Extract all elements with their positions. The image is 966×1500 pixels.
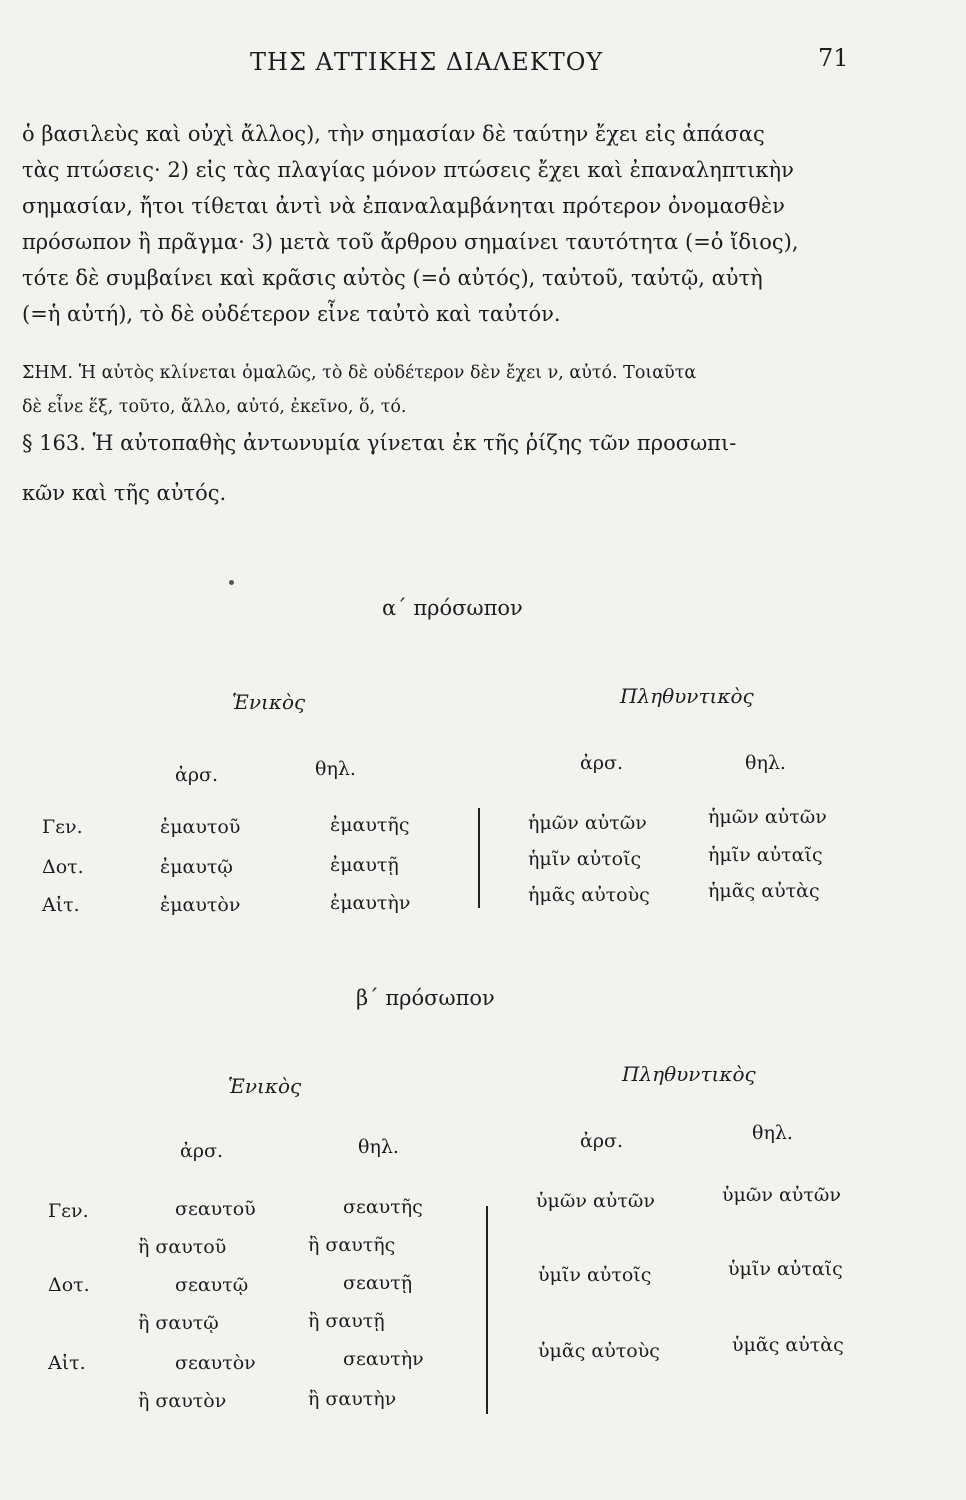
first-sg-fem-form: ἐμαυτὴν: [330, 892, 411, 914]
section-line: κῶν καὶ τῆς αὐτός.: [22, 481, 227, 505]
second-sg-masc-label: ἀρσ.: [180, 1140, 224, 1162]
intro-line: τὰς πτώσεις· 2) εἰς τὰς πλαγίας μόνον πτώσεις ἔχει καὶ ἐπαναληπτικὴν: [22, 158, 794, 182]
second-pl-fem-form: ὑμῖν αὐταῖς: [728, 1258, 843, 1280]
second-sg-masc-alt-form: ἢ σαυτοῦ: [138, 1236, 227, 1258]
second-table-divider: [486, 1206, 488, 1414]
intro-line: πρόσωπον ἢ πρᾶγμα· 3) μετὰ τοῦ ἄρθρου σημαίνει ταυτότητα (=ὁ ἴδιος),: [22, 230, 799, 254]
intro-line: ὁ βασιλεὺς καὶ οὐχὶ ἄλλος), τὴν σημασίαν δὲ ταύτην ἔχει εἰς ἁπάσας: [22, 122, 765, 146]
intro-line: τότε δὲ συμβαίνει καὶ κρᾶσις αὐτὸς (=ὁ αὐτός), ταὐτοῦ, ταὐτῷ, αὐτὴ: [22, 266, 763, 290]
page-number: 71: [818, 44, 849, 72]
second-pl-masc-form: ὑμῶν αὐτῶν: [536, 1190, 655, 1212]
second-sg-masc-form: σεαυτῷ: [175, 1274, 249, 1296]
second-sg-fem-form: σεαυτῇ: [343, 1272, 413, 1294]
intro-line: σημασίαν, ἤτοι τίθεται ἀντὶ νὰ ἐπαναλαμβάνηται πρότερον ὀνομασθὲν: [22, 194, 785, 218]
second-person-heading: β΄ πρόσωπον: [356, 986, 495, 1010]
second-plural-label: Πληθυντικὸς: [622, 1062, 756, 1086]
second-pl-fem-label: θηλ.: [752, 1122, 793, 1144]
first-pl-fem-form: ἡμῖν αὐταῖς: [708, 844, 823, 866]
section-163: [22, 418, 882, 518]
second-case-label: Δοτ.: [48, 1274, 90, 1296]
second-sg-fem-label: θηλ.: [358, 1136, 399, 1158]
first-case-label: Δοτ.: [42, 856, 84, 878]
first-case-label: Γεν.: [42, 816, 83, 838]
first-case-label: Αἰτ.: [42, 894, 80, 916]
second-pl-masc-label: ἀρσ.: [580, 1130, 624, 1152]
second-sg-masc-form: σεαυτὸν: [175, 1352, 256, 1374]
first-pl-masc-form: ἡμῶν αὐτῶν: [528, 812, 647, 834]
first-pl-fem-form: ἡμᾶς αὐτὰς: [708, 880, 820, 902]
second-sg-fem-form: σεαυτὴν: [343, 1348, 424, 1370]
first-pl-masc-label: ἀρσ.: [580, 752, 624, 774]
second-pl-masc-form: ὑμῖν αὐτοῖς: [538, 1264, 652, 1286]
first-sg-masc-form: ἐμαυτὸν: [160, 894, 241, 916]
first-sg-fem-form: ἐμαυτῆς: [330, 814, 410, 836]
second-sg-fem-alt-form: ἢ σαυτὴν: [308, 1388, 397, 1410]
first-sg-masc-form: ἐμαυτοῦ: [160, 816, 241, 838]
second-pl-masc-form: ὑμᾶς αὐτοὺς: [538, 1340, 660, 1362]
first-table-divider: [478, 808, 480, 908]
second-case-label: Αἰτ.: [48, 1352, 86, 1374]
second-pl-fem-form: ὑμῶν αὐτῶν: [722, 1184, 841, 1206]
section-line: § 163. Ἡ αὐτοπαθὴς ἀντωνυμία γίνεται ἐκ τῆς ῥίζης τῶν προσωπι-: [22, 431, 737, 455]
second-sg-masc-alt-form: ἢ σαυτὸν: [138, 1390, 227, 1412]
print-speck: [229, 580, 234, 585]
second-sg-masc-form: σεαυτοῦ: [175, 1198, 256, 1220]
first-pl-masc-form: ἡμῖν αὐτοῖς: [528, 848, 642, 870]
second-case-label: Γεν.: [48, 1200, 89, 1222]
running-head: ΤΗΣ ΑΤΤΙΚΗΣ ΔΙΑΛΕΚΤΟΥ: [250, 48, 604, 76]
first-person-heading: α΄ πρόσωπον: [382, 596, 523, 620]
note-line: ΣΗΜ. Ἡ αὐτὸς κλίνεται ὁμαλῶς, τὸ δὲ οὐδέτερον δὲν ἔχει ν, αὐτό. Τοιαῦτα: [22, 363, 697, 383]
second-pl-fem-form: ὑμᾶς αὐτὰς: [732, 1334, 844, 1356]
second-sg-masc-alt-form: ἢ σαυτῷ: [138, 1312, 219, 1334]
note-paragraph: [22, 356, 882, 424]
second-sg-fem-form: σεαυτῆς: [343, 1196, 423, 1218]
intro-line: (=ἡ αὐτή), τὸ δὲ οὐδέτερον εἶνε ταὐτὸ καὶ ταὐτόν.: [22, 302, 561, 326]
second-sg-fem-alt-form: ἢ σαυτῆς: [308, 1234, 396, 1256]
second-sg-fem-alt-form: ἢ σαυτῇ: [308, 1310, 385, 1332]
first-singular-label: Ἑνικὸς: [232, 690, 306, 714]
first-pl-fem-label: θηλ.: [745, 752, 786, 774]
note-line: δὲ εἶνε ἕξ, τοῦτο, ἄλλο, αὐτό, ἐκεῖνο, ὅ, τό.: [22, 397, 407, 417]
first-sg-masc-label: ἀρσ.: [175, 764, 219, 786]
first-plural-label: Πληθυντικὸς: [620, 684, 754, 708]
first-sg-fem-form: ἐμαυτῇ: [330, 854, 399, 876]
second-singular-label: Ἑνικὸς: [228, 1074, 302, 1098]
first-sg-fem-label: θηλ.: [315, 758, 356, 780]
first-sg-masc-form: ἐμαυτῷ: [160, 856, 233, 878]
first-pl-masc-form: ἡμᾶς αὐτοὺς: [528, 884, 650, 906]
first-pl-fem-form: ἡμῶν αὐτῶν: [708, 806, 827, 828]
intro-paragraph: [22, 116, 882, 332]
